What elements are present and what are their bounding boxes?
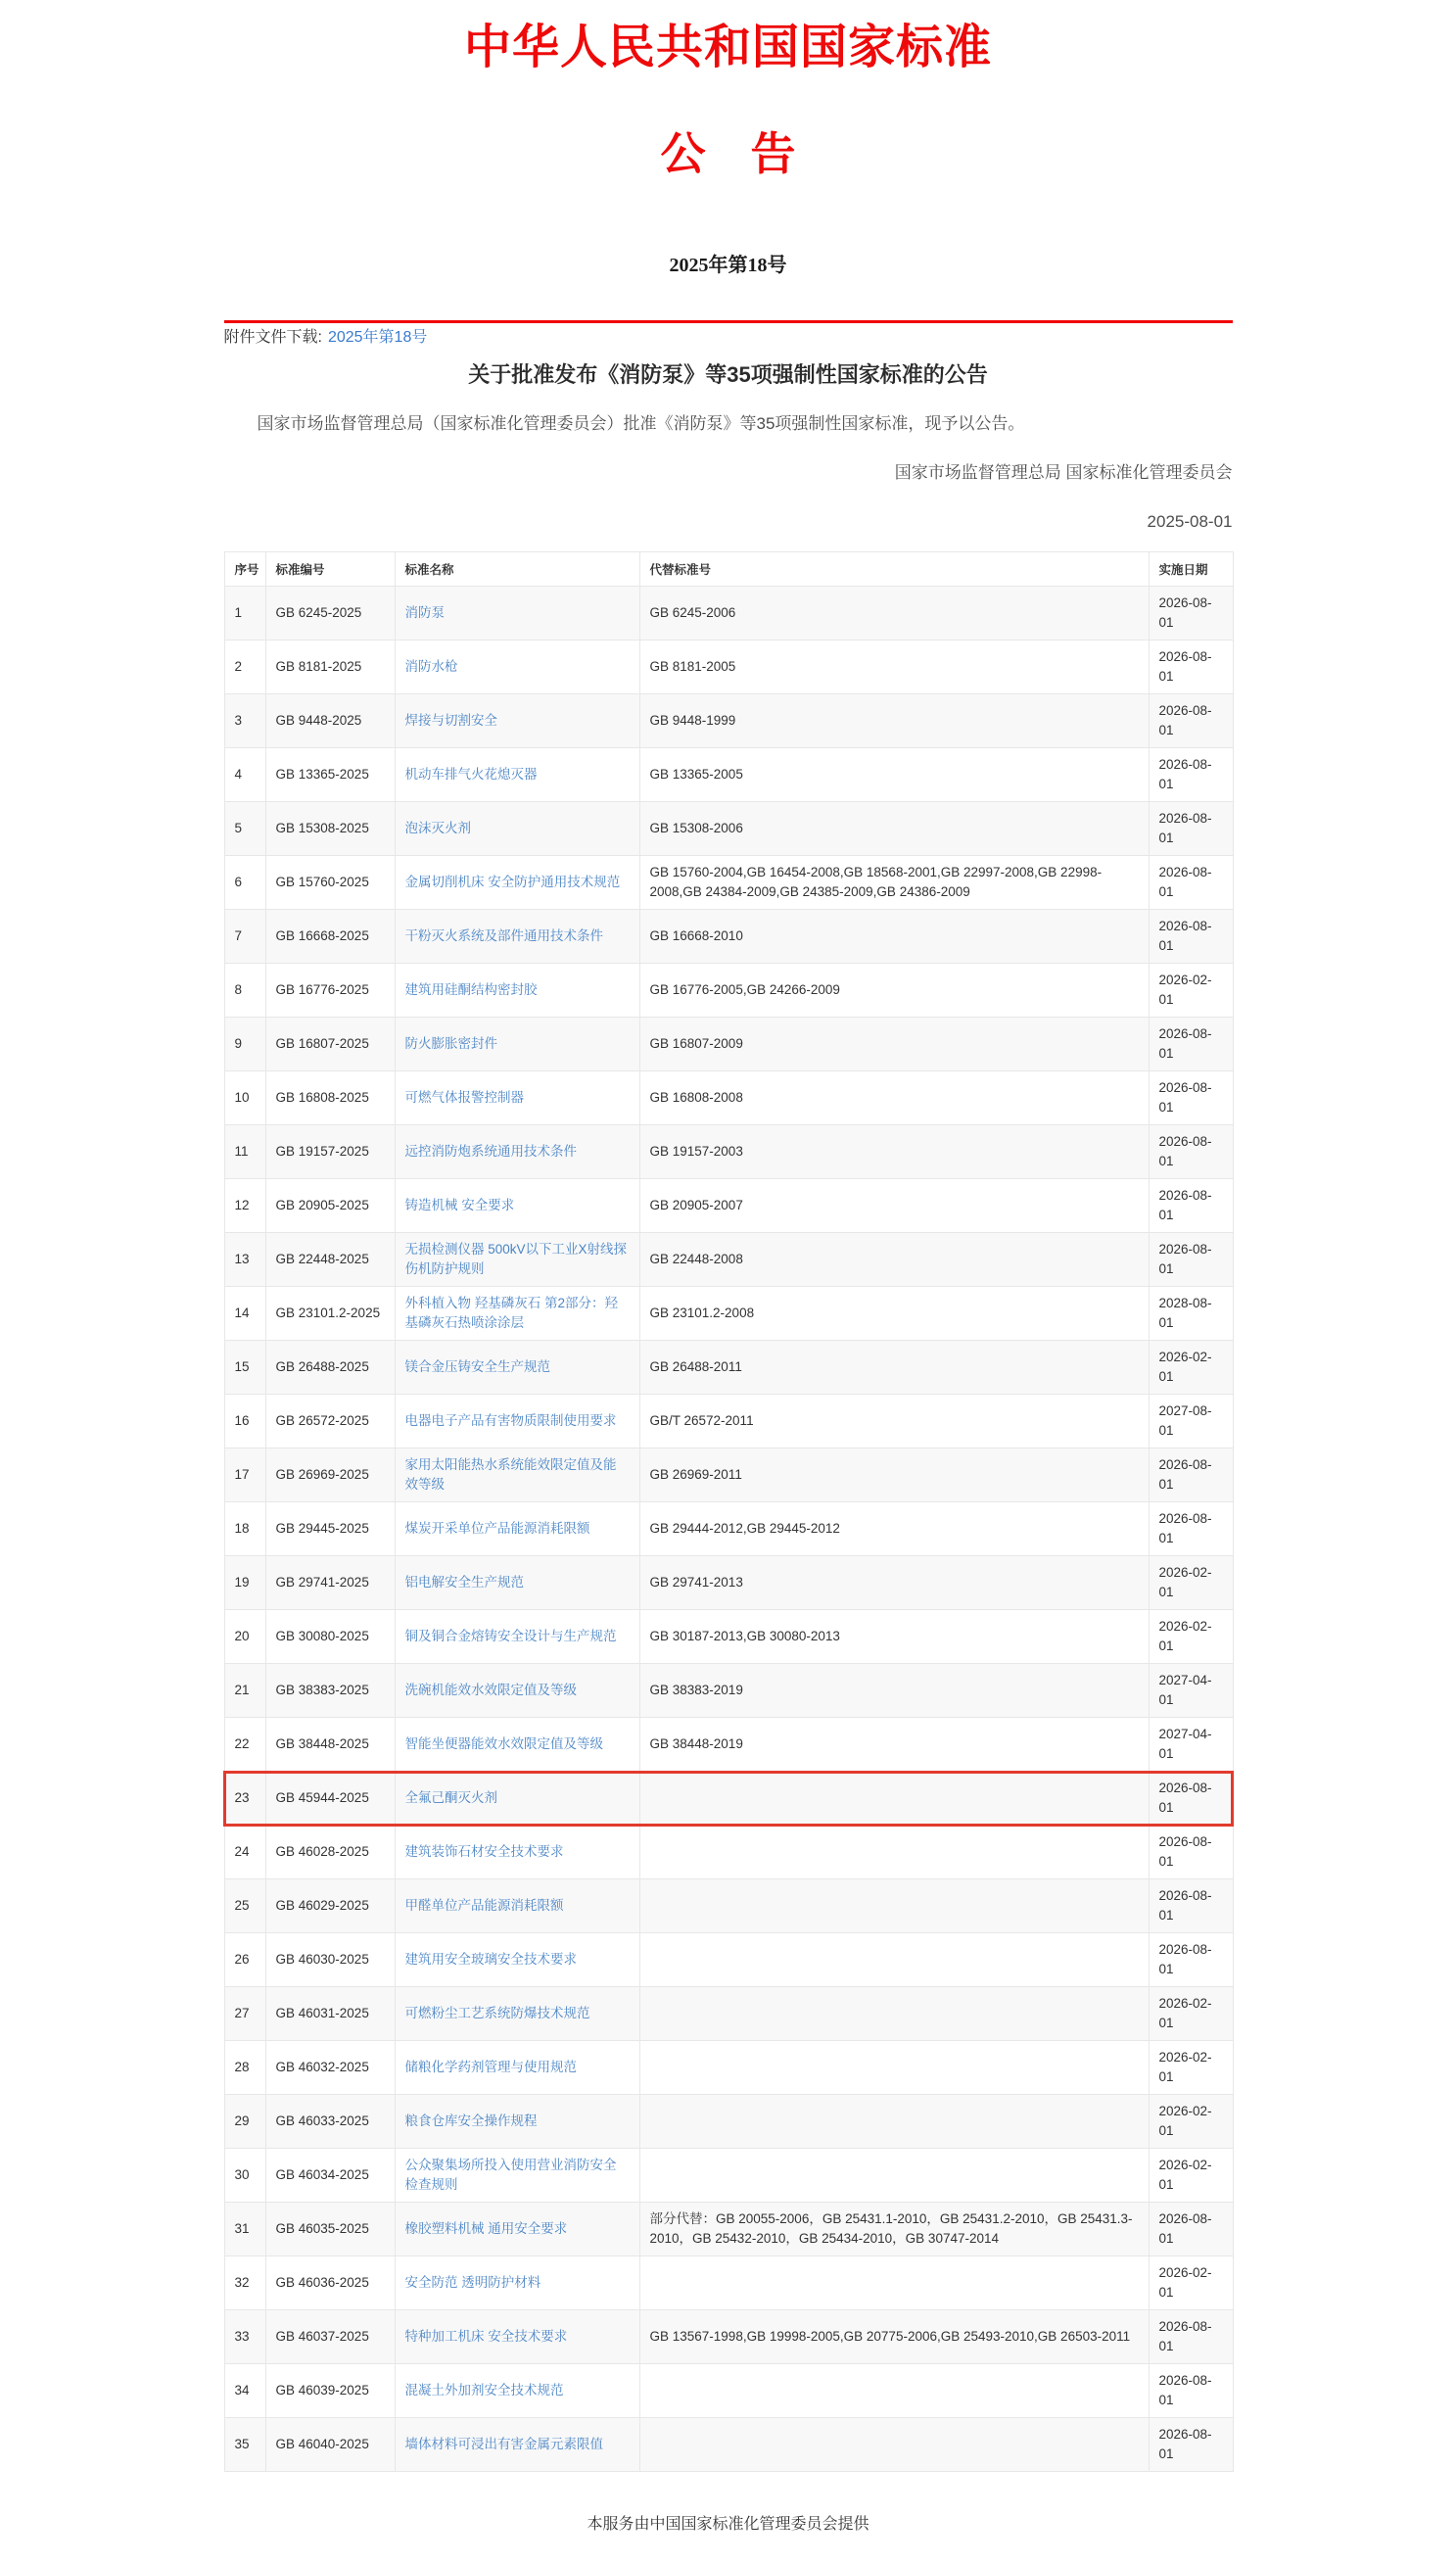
standard-name-link[interactable]: 橡胶塑料机械 通用安全要求 [404, 2221, 568, 2236]
standard-name-link[interactable]: 外科植入物 羟基磷灰石 第2部分：羟基磷灰石热喷涂涂层 [404, 1296, 619, 1330]
cell-replaced-codes [639, 2095, 1149, 2149]
cell-standard-name [395, 1071, 639, 1125]
table-row [224, 587, 1233, 641]
table-row [224, 1125, 1233, 1179]
cell-index: 10 [224, 1071, 265, 1125]
cell-standard-name [395, 1125, 639, 1179]
cell-index: 21 [224, 1664, 265, 1718]
cell-replaced-codes [639, 2149, 1149, 2203]
cell-standard-code: GB 46028-2025 [265, 1826, 395, 1879]
table-row [224, 856, 1233, 910]
table-row [224, 2418, 1233, 2472]
cell-standard-code: GB 16808-2025 [265, 1071, 395, 1125]
cell-index: 25 [224, 1879, 265, 1933]
cell-standard-name [395, 2364, 639, 2418]
cell-index: 34 [224, 2364, 265, 2418]
standard-name-link[interactable]: 金属切削机床 安全防护通用技术规范 [404, 875, 621, 889]
cell-standard-name [395, 2310, 639, 2364]
cell-implementation-date: 2026-08-01 [1149, 1018, 1233, 1071]
footer-note: 本服务由中国国家标准化管理委员会提供 [587, 2516, 869, 2533]
cell-index: 35 [224, 2418, 265, 2472]
cell-replaced-codes: GB 6245-2006 [639, 587, 1149, 641]
cell-standard-name [395, 802, 639, 856]
cell-index: 19 [224, 1556, 265, 1610]
table-row-highlighted [224, 1772, 1233, 1826]
standard-name-link[interactable]: 可燃气体报警控制器 [404, 1090, 524, 1105]
cell-standard-code: GB 22448-2025 [265, 1233, 395, 1287]
cell-implementation-date: 2026-08-01 [1149, 2310, 1233, 2364]
cell-implementation-date: 2027-04-01 [1149, 1718, 1233, 1772]
cell-standard-name [395, 1341, 639, 1395]
table-row [224, 1718, 1233, 1772]
standard-name-link[interactable]: 煤炭开采单位产品能源消耗限额 [404, 1521, 590, 1536]
publish-date: 2025-08-01 [1147, 512, 1233, 531]
cell-replaced-codes: GB 9448-1999 [639, 694, 1149, 748]
cell-index: 7 [224, 910, 265, 964]
issue-number: 2025年第18号 [669, 255, 787, 276]
cell-implementation-date: 2026-08-01 [1149, 1772, 1233, 1826]
standard-name-link[interactable]: 储粮化学药剂管理与使用规范 [404, 2060, 577, 2074]
cell-implementation-date: 2026-02-01 [1149, 2041, 1233, 2095]
cell-implementation-date: 2026-08-01 [1149, 1502, 1233, 1556]
cell-standard-code: GB 16807-2025 [265, 1018, 395, 1071]
cell-implementation-date: 2026-02-01 [1149, 964, 1233, 1018]
cell-standard-name [395, 694, 639, 748]
attachment-download-link[interactable]: 2025年第18号 [327, 329, 428, 346]
cell-standard-name [395, 1018, 639, 1071]
cell-standard-code: GB 46036-2025 [265, 2256, 395, 2310]
cell-standard-code: GB 46029-2025 [265, 1879, 395, 1933]
standard-name-link[interactable]: 混凝土外加剂安全技术规范 [404, 2383, 564, 2398]
table-row [224, 910, 1233, 964]
notice-title: 关于批准发布《消防泵》等35项强制性国家标准的公告 [468, 362, 988, 387]
table-row [224, 1341, 1233, 1395]
cell-index: 9 [224, 1018, 265, 1071]
standard-name-link[interactable]: 铜及铜合金熔铸安全设计与生产规范 [404, 1629, 617, 1643]
cell-standard-name [395, 1179, 639, 1233]
red-divider [224, 320, 1233, 323]
table-row [224, 1502, 1233, 1556]
cell-index: 11 [224, 1125, 265, 1179]
cell-implementation-date: 2027-08-01 [1149, 1395, 1233, 1448]
cell-implementation-date: 2028-08-01 [1149, 1287, 1233, 1341]
cell-implementation-date: 2026-08-01 [1149, 694, 1233, 748]
cell-standard-code: GB 16668-2025 [265, 910, 395, 964]
standard-name-link[interactable]: 特种加工机床 安全技术要求 [404, 2329, 568, 2344]
standard-name-link[interactable]: 防火膨胀密封件 [404, 1036, 497, 1051]
cell-standard-code: GB 45944-2025 [265, 1772, 395, 1826]
cell-standard-code: GB 46035-2025 [265, 2203, 395, 2256]
cell-implementation-date: 2026-08-01 [1149, 2364, 1233, 2418]
standard-name-link[interactable]: 消防泵 [404, 605, 445, 620]
cell-replaced-codes [639, 1879, 1149, 1933]
attachment-label: 附件文件下载: [223, 329, 322, 346]
cell-implementation-date: 2026-08-01 [1149, 910, 1233, 964]
table-row [224, 748, 1233, 802]
cell-replaced-codes: GB 13365-2005 [639, 748, 1149, 802]
cell-implementation-date: 2026-02-01 [1149, 2149, 1233, 2203]
cell-standard-code: GB 30080-2025 [265, 1610, 395, 1664]
table-row [224, 1071, 1233, 1125]
cell-index: 22 [224, 1718, 265, 1772]
table-row [224, 1556, 1233, 1610]
attachment-row [224, 329, 1233, 347]
standard-name-link[interactable]: 智能坐便器能效水效限定值及等级 [404, 1736, 603, 1751]
cell-standard-name [395, 748, 639, 802]
cell-index: 33 [224, 2310, 265, 2364]
cell-standard-name [395, 1287, 639, 1341]
cell-index: 29 [224, 2095, 265, 2149]
cell-index: 12 [224, 1179, 265, 1233]
column-header-2: 标准名称 [395, 552, 639, 587]
cell-standard-name [395, 2149, 639, 2203]
cell-implementation-date: 2026-08-01 [1149, 587, 1233, 641]
cell-implementation-date: 2026-02-01 [1149, 1987, 1233, 2041]
standard-name-link[interactable]: 铸造机械 安全要求 [404, 1198, 515, 1212]
column-header-0: 序号 [224, 552, 265, 587]
standard-name-link[interactable]: 铝电解安全生产规范 [404, 1575, 524, 1590]
cell-index: 15 [224, 1341, 265, 1395]
standard-name-link[interactable]: 全氟己酮灭火剂 [404, 1790, 497, 1805]
cell-index: 26 [224, 1933, 265, 1987]
notice-body: 国家市场监督管理总局（国家标准化管理委员会）批准《消防泵》等35项强制性国家标准，现予以公告。 [257, 414, 1025, 433]
cell-standard-code: GB 46037-2025 [265, 2310, 395, 2364]
cell-index: 1 [224, 587, 265, 641]
cell-standard-name [395, 910, 639, 964]
standard-name-link[interactable]: 粮食仓库安全操作规程 [404, 2113, 538, 2128]
cell-implementation-date: 2026-02-01 [1149, 1556, 1233, 1610]
cell-index: 4 [224, 748, 265, 802]
cell-index: 6 [224, 856, 265, 910]
table-row [224, 2041, 1233, 2095]
cell-standard-name [395, 1502, 639, 1556]
cell-index: 32 [224, 2256, 265, 2310]
cell-implementation-date: 2026-08-01 [1149, 1179, 1233, 1233]
table-row [224, 1610, 1233, 1664]
cell-replaced-codes: GB 29444-2012,GB 29445-2012 [639, 1502, 1149, 1556]
standard-name-link[interactable]: 甲醛单位产品能源消耗限额 [404, 1898, 564, 1913]
cell-standard-code: GB 15760-2025 [265, 856, 395, 910]
cell-standard-code: GB 20905-2025 [265, 1179, 395, 1233]
table-row [224, 1179, 1233, 1233]
cell-replaced-codes: GB 16668-2010 [639, 910, 1149, 964]
cell-standard-code: GB 46040-2025 [265, 2418, 395, 2472]
cell-implementation-date: 2026-08-01 [1149, 1448, 1233, 1502]
cell-standard-code: GB 9448-2025 [265, 694, 395, 748]
cell-replaced-codes: GB 19157-2003 [639, 1125, 1149, 1179]
cell-standard-code: GB 29741-2025 [265, 1556, 395, 1610]
standard-name-link[interactable]: 洗碗机能效水效限定值及等级 [404, 1683, 577, 1697]
cell-standard-code: GB 46039-2025 [265, 2364, 395, 2418]
cell-standard-name [395, 1610, 639, 1664]
cell-index: 23 [224, 1772, 265, 1826]
cell-replaced-codes: GB/T 26572-2011 [639, 1395, 1149, 1448]
cell-standard-name [395, 2203, 639, 2256]
cell-implementation-date: 2026-02-01 [1149, 2256, 1233, 2310]
table-row [224, 2256, 1233, 2310]
cell-index: 30 [224, 2149, 265, 2203]
cell-replaced-codes [639, 1826, 1149, 1879]
table-row [224, 1933, 1233, 1987]
table-header-row [224, 552, 1233, 587]
cell-standard-code: GB 6245-2025 [265, 587, 395, 641]
cell-replaced-codes: GB 23101.2-2008 [639, 1287, 1149, 1341]
cell-standard-name [395, 2256, 639, 2310]
standard-name-link[interactable]: 泡沫灭火剂 [404, 821, 471, 835]
table-row [224, 1879, 1233, 1933]
cell-standard-code: GB 13365-2025 [265, 748, 395, 802]
cell-index: 8 [224, 964, 265, 1018]
cell-standard-name [395, 2041, 639, 2095]
cell-replaced-codes: GB 8181-2005 [639, 641, 1149, 694]
standard-name-link[interactable]: 墙体材料可浸出有害金属元素限值 [404, 2437, 603, 2451]
cell-standard-code: GB 15308-2025 [265, 802, 395, 856]
cell-implementation-date: 2026-08-01 [1149, 1233, 1233, 1287]
table-row [224, 1826, 1233, 1879]
cell-index: 14 [224, 1287, 265, 1341]
standard-name-link[interactable]: 电器电子产品有害物质限制使用要求 [404, 1413, 617, 1428]
cell-standard-code: GB 8181-2025 [265, 641, 395, 694]
cell-standard-code: GB 46033-2025 [265, 2095, 395, 2149]
cell-implementation-date: 2026-02-01 [1149, 2095, 1233, 2149]
standard-name-link[interactable]: 焊接与切割安全 [404, 713, 497, 728]
cell-standard-code: GB 46032-2025 [265, 2041, 395, 2095]
cell-index: 2 [224, 641, 265, 694]
standard-name-link[interactable]: 安全防范 透明防护材料 [404, 2275, 541, 2290]
table-row [224, 641, 1233, 694]
cell-implementation-date: 2026-08-01 [1149, 1071, 1233, 1125]
cell-implementation-date: 2026-08-01 [1149, 802, 1233, 856]
cell-implementation-date: 2026-08-01 [1149, 856, 1233, 910]
table-row [224, 1987, 1233, 2041]
cell-replaced-codes [639, 2364, 1149, 2418]
cell-index: 28 [224, 2041, 265, 2095]
cell-index: 17 [224, 1448, 265, 1502]
cell-standard-name [395, 2095, 639, 2149]
cell-replaced-codes: GB 13567-1998,GB 19998-2005,GB 20775-2006,GB 25493-2010,GB 26503-2011 [639, 2310, 1149, 2364]
table-row [224, 694, 1233, 748]
cell-standard-code: GB 38448-2025 [265, 1718, 395, 1772]
cell-standard-name [395, 1664, 639, 1718]
column-header-4: 实施日期 [1149, 552, 1233, 587]
cell-standard-name [395, 964, 639, 1018]
cell-standard-name [395, 1718, 639, 1772]
cell-implementation-date: 2026-02-01 [1149, 1341, 1233, 1395]
cell-standard-name [395, 1933, 639, 1987]
cell-standard-name [395, 2418, 639, 2472]
cell-standard-name [395, 1395, 639, 1448]
cell-implementation-date: 2026-08-01 [1149, 748, 1233, 802]
cell-implementation-date: 2026-08-01 [1149, 641, 1233, 694]
cell-replaced-codes: GB 29741-2013 [639, 1556, 1149, 1610]
table-row [224, 1233, 1233, 1287]
standard-name-link[interactable]: 可燃粉尘工艺系统防爆技术规范 [404, 2006, 590, 2020]
cell-standard-code: GB 19157-2025 [265, 1125, 395, 1179]
cell-index: 13 [224, 1233, 265, 1287]
cell-replaced-codes [639, 2418, 1149, 2472]
cell-standard-name [395, 1556, 639, 1610]
issuing-authorities: 国家市场监督管理总局 国家标准化管理委员会 [894, 463, 1233, 482]
cell-replaced-codes [639, 2041, 1149, 2095]
column-header-1: 标准编号 [265, 552, 395, 587]
standard-name-link[interactable]: 家用太阳能热水系统能效限定值及能效等级 [404, 1457, 617, 1492]
cell-replaced-codes: 部分代替：GB 20055-2006，GB 25431.1-2010，GB 25431.2-2010，GB 25431.3-2010，GB 25432-2010，GB 25434-2010，GB 30747-2014 [639, 2203, 1149, 2256]
cell-index: 27 [224, 1987, 265, 2041]
cell-implementation-date: 2026-02-01 [1149, 1610, 1233, 1664]
cell-replaced-codes: GB 38383-2019 [639, 1664, 1149, 1718]
cell-replaced-codes: GB 38448-2019 [639, 1718, 1149, 1772]
cell-index: 18 [224, 1502, 265, 1556]
cell-index: 5 [224, 802, 265, 856]
cell-standard-name [395, 641, 639, 694]
standard-name-link[interactable]: 消防水枪 [404, 659, 458, 674]
column-header-3: 代替标准号 [639, 552, 1149, 587]
cell-standard-code: GB 23101.2-2025 [265, 1287, 395, 1341]
cell-standard-code: GB 46031-2025 [265, 1987, 395, 2041]
table-row [224, 2203, 1233, 2256]
cell-index: 3 [224, 694, 265, 748]
announcement-page [224, 0, 1233, 2564]
page-subtitle: 公 告 [660, 129, 796, 179]
table-row [224, 964, 1233, 1018]
cell-replaced-codes [639, 2256, 1149, 2310]
table-row [224, 1664, 1233, 1718]
table-row [224, 2095, 1233, 2149]
table-row [224, 1018, 1233, 1071]
cell-standard-code: GB 26572-2025 [265, 1395, 395, 1448]
cell-implementation-date: 2026-08-01 [1149, 1933, 1233, 1987]
cell-standard-code: GB 38383-2025 [265, 1664, 395, 1718]
cell-replaced-codes [639, 1987, 1149, 2041]
cell-standard-name [395, 1879, 639, 1933]
standard-name-link[interactable]: 镁合金压铸安全生产规范 [404, 1359, 550, 1374]
standard-name-link[interactable]: 建筑装饰石材安全技术要求 [404, 1844, 564, 1859]
standard-name-link[interactable]: 无损检测仪器 500kV以下工业X射线探伤机防护规则 [404, 1242, 628, 1276]
table-row [224, 1395, 1233, 1448]
cell-standard-code: GB 29445-2025 [265, 1502, 395, 1556]
standard-name-link[interactable]: 建筑用硅酮结构密封胶 [404, 982, 538, 997]
cell-replaced-codes [639, 1772, 1149, 1826]
cell-index: 24 [224, 1826, 265, 1879]
standard-name-link[interactable]: 建筑用安全玻璃安全技术要求 [404, 1952, 577, 1967]
cell-implementation-date: 2026-08-01 [1149, 2418, 1233, 2472]
cell-implementation-date: 2026-08-01 [1149, 1879, 1233, 1933]
table-row [224, 2149, 1233, 2203]
cell-replaced-codes: GB 22448-2008 [639, 1233, 1149, 1287]
cell-index: 31 [224, 2203, 265, 2256]
cell-implementation-date: 2026-08-01 [1149, 1826, 1233, 1879]
table-row [224, 1448, 1233, 1502]
cell-implementation-date: 2027-04-01 [1149, 1664, 1233, 1718]
page-title: 中华人民共和国国家标准 [463, 22, 992, 73]
cell-replaced-codes: GB 16808-2008 [639, 1071, 1149, 1125]
cell-standard-code: GB 46030-2025 [265, 1933, 395, 1987]
standards-table [224, 551, 1234, 2472]
table-row [224, 1287, 1233, 1341]
cell-replaced-codes: GB 16776-2005,GB 24266-2009 [639, 964, 1149, 1018]
table-row [224, 2310, 1233, 2364]
cell-standard-code: GB 16776-2025 [265, 964, 395, 1018]
cell-standard-name [395, 1448, 639, 1502]
cell-standard-code: GB 26488-2025 [265, 1341, 395, 1395]
cell-replaced-codes: GB 26488-2011 [639, 1341, 1149, 1395]
cell-standard-code: GB 26969-2025 [265, 1448, 395, 1502]
cell-replaced-codes: GB 30187-2013,GB 30080-2013 [639, 1610, 1149, 1664]
cell-implementation-date: 2026-08-01 [1149, 1125, 1233, 1179]
cell-replaced-codes: GB 15760-2004,GB 16454-2008,GB 18568-2001,GB 22997-2008,GB 22998-2008,GB 24384-2009,GB 24385-2009,GB 24386-2009 [639, 856, 1149, 910]
standard-name-link[interactable]: 机动车排气火花熄灭器 [404, 767, 538, 782]
cell-implementation-date: 2026-08-01 [1149, 2203, 1233, 2256]
cell-standard-name [395, 856, 639, 910]
cell-standard-name [395, 1772, 639, 1826]
cell-standard-name [395, 587, 639, 641]
standard-name-link[interactable]: 公众聚集场所投入使用营业消防安全检查规则 [404, 2158, 617, 2192]
cell-standard-name [395, 1987, 639, 2041]
cell-replaced-codes: GB 20905-2007 [639, 1179, 1149, 1233]
cell-replaced-codes: GB 15308-2006 [639, 802, 1149, 856]
cell-standard-name [395, 1826, 639, 1879]
cell-index: 16 [224, 1395, 265, 1448]
cell-replaced-codes [639, 1933, 1149, 1987]
cell-replaced-codes: GB 26969-2011 [639, 1448, 1149, 1502]
cell-index: 20 [224, 1610, 265, 1664]
cell-replaced-codes: GB 16807-2009 [639, 1018, 1149, 1071]
standard-name-link[interactable]: 干粉灭火系统及部件通用技术条件 [404, 928, 603, 943]
cell-standard-name [395, 1233, 639, 1287]
standard-name-link[interactable]: 远控消防炮系统通用技术条件 [404, 1144, 577, 1159]
cell-standard-code: GB 46034-2025 [265, 2149, 395, 2203]
table-row [224, 2364, 1233, 2418]
table-row [224, 802, 1233, 856]
